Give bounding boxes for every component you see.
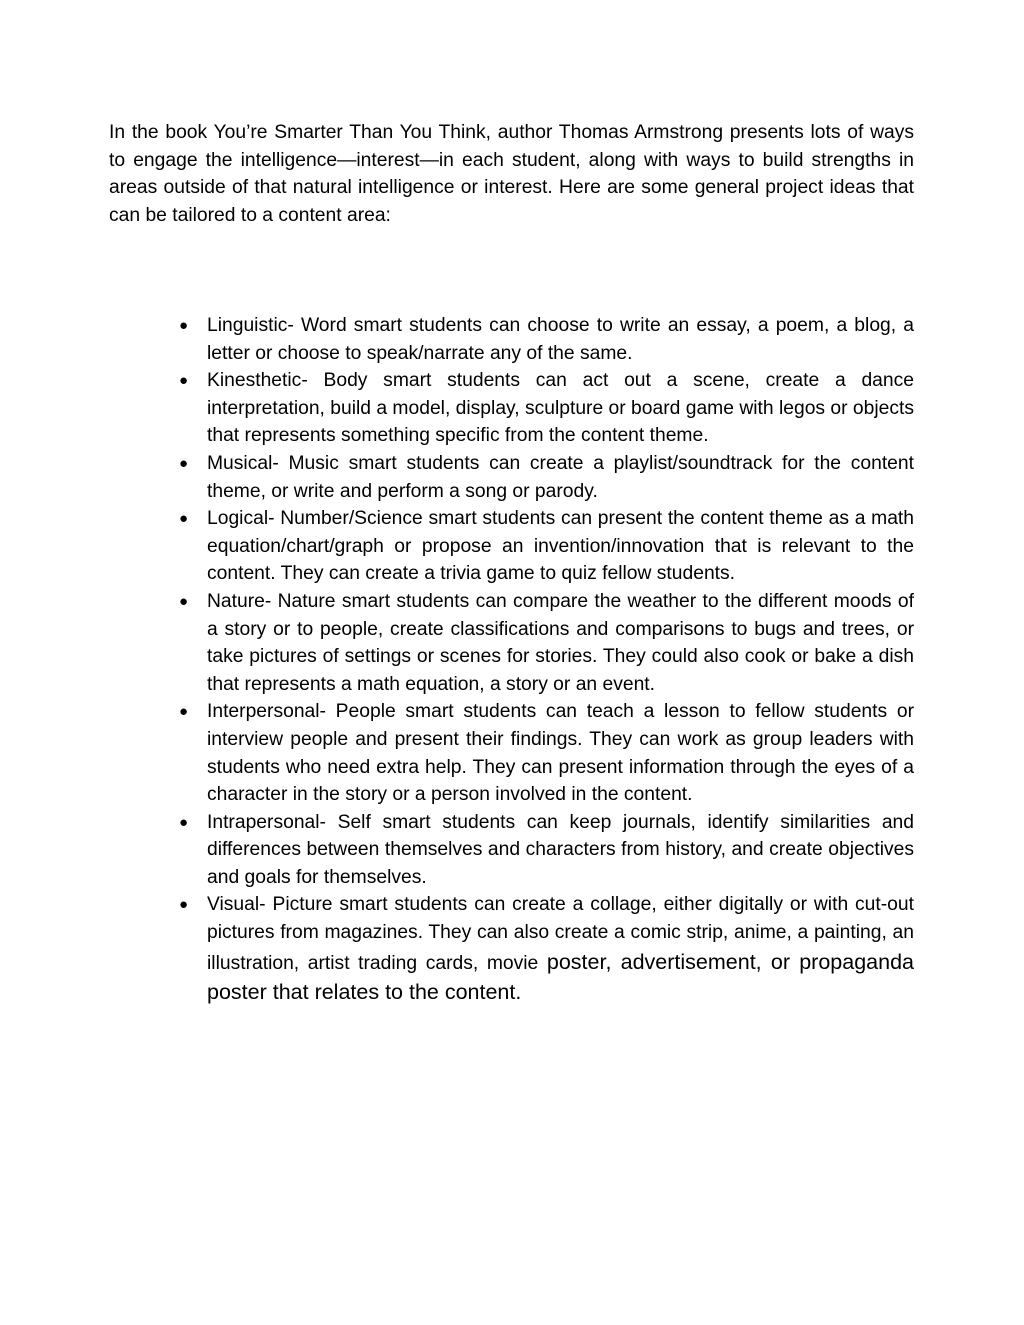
bullet-icon: ● <box>179 703 189 721</box>
list-item-text-larger: poster, advertisement, or propaganda poster that relates to the content. <box>207 949 914 1005</box>
bullet-icon: ● <box>179 372 189 390</box>
bullet-icon: ● <box>179 317 189 334</box>
list-item-text: Musical- Music smart students can create a playlist/soundtrack for the content theme, or write and perform a song or parody. <box>207 452 914 502</box>
list-item-intrapersonal <box>168 809 914 892</box>
list-item-text: Visual- Picture smart students can create a collage, either digitally or with cut-out pictures from magazines. They can also create a comic strip, anime, a painting, an illustration, artist trading cards, movie <box>207 894 914 974</box>
bullet-icon: ● <box>179 510 189 528</box>
bullet-icon: ● <box>179 896 189 914</box>
list-item-nature <box>168 588 914 698</box>
list-item-musical <box>168 450 914 505</box>
bullet-icon: ● <box>179 454 189 472</box>
list-item-linguistic <box>168 312 914 367</box>
intro-paragraph: In the book You’re Smarter Than You Think, author Thomas Armstrong presents lots of ways to engage the intelligence—interest—in each student, along with ways to build strengths in areas outside of that natural intelligence or interest. Here are some general project ideas that can be tailored to a content area: <box>109 122 914 226</box>
list-item-logical <box>168 505 914 588</box>
list-item-text: Kinesthetic- Body smart students can act out a scene, create a dance interpretation, build a model, display, sculpture or board game with legos or objects that represents something specific from the content theme. <box>207 370 915 447</box>
bullet-icon: ● <box>179 592 189 610</box>
list-item-text: Logical- Number/Science smart students can present the content theme as a math equation/chart/graph or propose an invention/innovation that is relevant to the content. They can create a trivia game to quiz fellow students. <box>207 508 914 585</box>
list-item-text: Intrapersonal- Self smart students can keep journals, identify similarities and differences between themselves and characters from history, and create objectives and goals for themselves. <box>207 811 914 888</box>
list-item-text: Interpersonal- People smart students can teach a lesson to fellow students or interview people and present their findings. They can work as group leaders with students who need extra help. They can present information through the eyes of a character in the story or a person involved in the content. <box>207 701 914 806</box>
list-item-text: Nature- Nature smart students can compare the weather to the different moods of a story or to people, create classifications and comparisons to bugs and trees, or take pictures of settings or scenes for stories. They could also cook or bake a dish that represents a math equation, a story or an event. <box>207 590 914 695</box>
bullet-icon: ● <box>179 813 189 831</box>
list-item-interpersonal <box>168 698 914 808</box>
project-ideas-list <box>168 312 914 1008</box>
list-item-kinesthetic <box>168 367 914 450</box>
list-item-visual <box>168 891 914 1007</box>
list-item-text: Linguistic- Word smart students can choose to write an essay, a poem, a blog, a letter or choose to speak/narrate any of the same. <box>207 315 914 364</box>
